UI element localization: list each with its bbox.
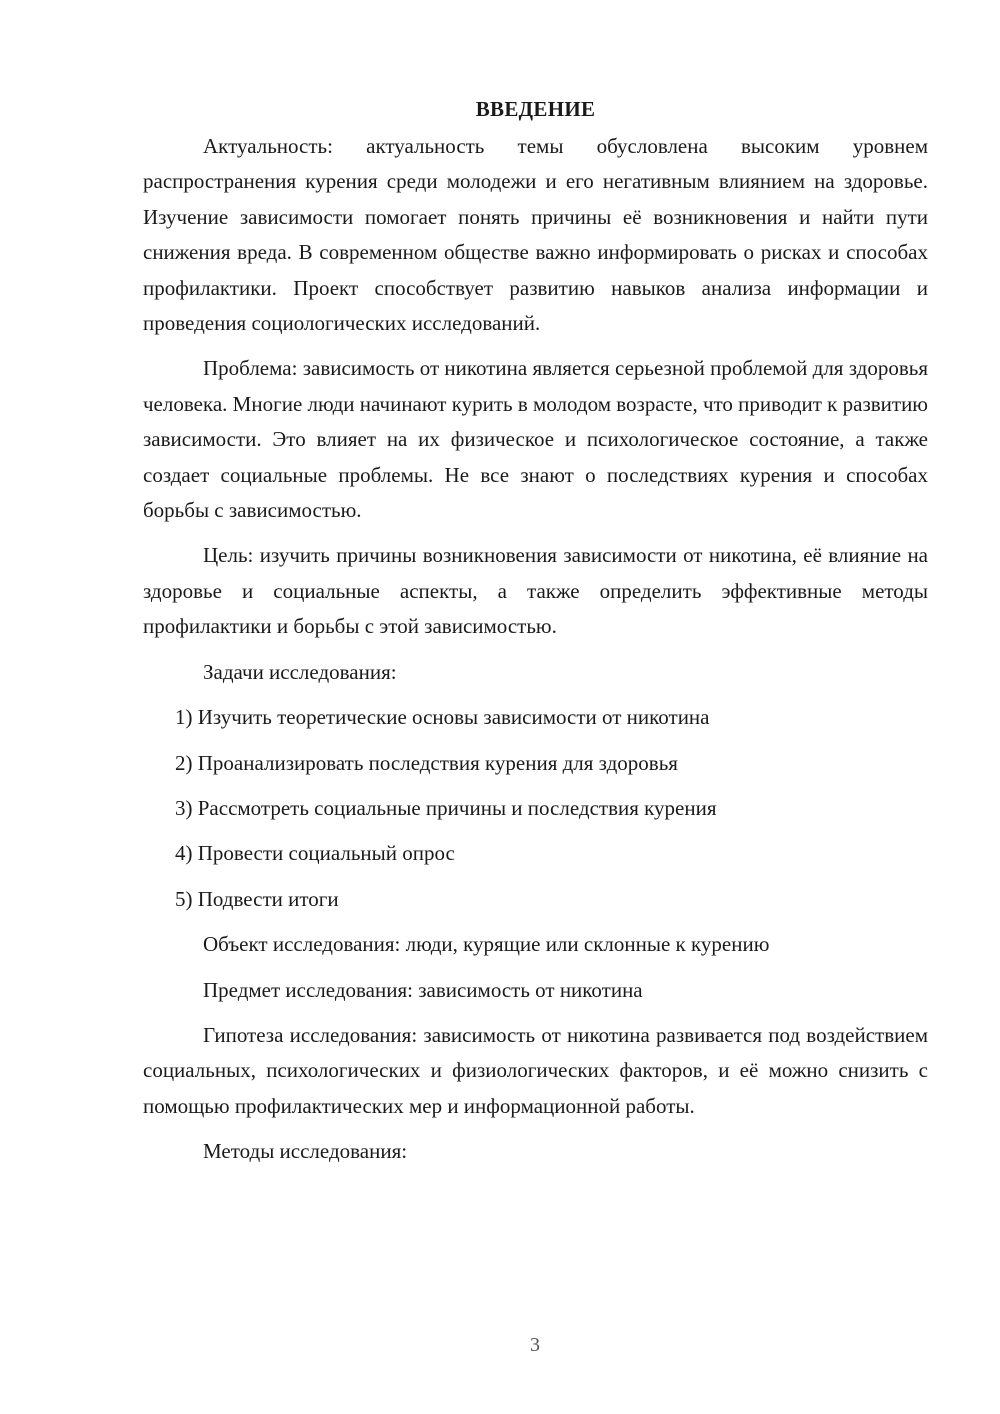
methods-heading: Методы исследования: [203,1139,408,1164]
list-item: 4) Провести социальный опрос [175,841,455,866]
paragraph-relevance: Актуальность: актуальность темы обусловлена высоким уровнем распространения курения среди молодежи и его негативным влиянием на здоровье. Изучение зависимости помогает понять причины её возникновения и найти пути снижения вреда. В современном обществе важно информировать о рисках и способах профилактики. Проект способствует развитию навыков анализа информации и проведения социологических исследований. [143,134,928,336]
research-subject: Предмет исследования: зависимость от никотина [203,977,643,1002]
tasks-heading: Задачи исследования: [203,659,397,684]
list-item: 2) Проанализировать последствия курения для здоровья [175,750,678,775]
paragraph-goal: Цель: изучить причины возникновения зависимости от никотина, её влияние на здоровье и социальные аспекты, а также определить эффективные методы профилактики и борьбы с этой зависимостью. [143,543,928,639]
document-page [143,92,928,1180]
page-number: 3 [530,1334,540,1356]
tasks-list [143,700,928,917]
document-title: ВВЕДЕНИЕ [475,97,596,121]
paragraph-problem: Проблема: зависимость от никотина является серьезной проблемой для здоровья человека. Многие люди начинают курить в молодом возрасте, что приводит к развитию зависимости. Это влияет на их физическое и психологическое состояние, а также создает социальные проблемы. Не все знают о последствиях курения и способах борьбы с зависимостью. [143,356,928,523]
research-object: Объект исследования: люди, курящие или склонные к курению [203,932,770,957]
list-item: 3) Рассмотреть социальные причины и последствия курения [175,795,717,820]
paragraph-hypothesis: Гипотеза исследования: зависимость от никотина развивается под воздействием социальных, психологических и физиологических факторов, и её можно снизить с помощью профилактических мер и информационной работы. [143,1022,928,1118]
list-item: 1) Изучить теоретические основы зависимости от никотина [175,705,710,730]
list-item: 5) Подвести итоги [175,886,339,911]
